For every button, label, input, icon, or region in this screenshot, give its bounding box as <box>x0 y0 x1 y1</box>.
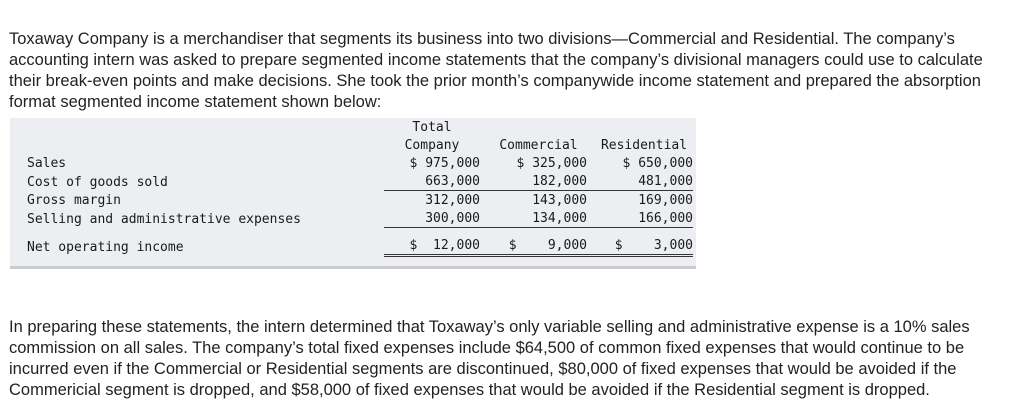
row-label: Net operating income <box>27 239 184 255</box>
segmented-income-statement <box>10 118 696 269</box>
commercial-value: $ 9,000 <box>480 236 587 256</box>
total-value: 300,000 <box>384 209 480 228</box>
residential-value: 481,000 <box>587 172 693 191</box>
commercial-value: $ 325,000 <box>516 156 587 171</box>
header-row-1 <box>10 118 693 136</box>
intro-paragraph: Toxaway Company is a merchandiser that segments its business into two divisions—Commercial and Residential. The company’s accounting intern was asked to prepare segmented income statements that the company’s divisional managers could use to calculate their break-even points and make decisions. She took the prior month’s companywide income statement and prepared the absorption format segmented income statement shown below: <box>9 29 983 112</box>
table-row <box>10 154 693 172</box>
table-row <box>10 191 693 210</box>
table-row <box>10 236 693 256</box>
total-value: 312,000 <box>425 193 480 208</box>
row-label: Sales <box>27 156 67 171</box>
total-value: 663,000 <box>384 172 480 191</box>
header-row-2 <box>10 136 693 154</box>
table-row <box>10 209 693 228</box>
row-label: Selling and administrative expenses <box>27 211 301 227</box>
total-header-line2: Company <box>404 138 460 153</box>
commercial-value: 134,000 <box>480 209 587 228</box>
commercial-value: 143,000 <box>532 193 587 208</box>
commercial-header: Commercial <box>499 138 578 153</box>
residential-value: 169,000 <box>638 193 693 208</box>
table-row <box>10 172 693 191</box>
income-statement-table <box>10 118 693 257</box>
total-header-line1: Total <box>412 120 452 135</box>
residential-value: $ 650,000 <box>622 156 693 171</box>
residential-header: Residential <box>600 138 688 153</box>
commercial-value: 182,000 <box>480 172 587 191</box>
total-value: $ 975,000 <box>409 156 480 171</box>
spacer-row <box>10 228 693 237</box>
followup-paragraph: In preparing these statements, the intern determined that Toxaway’s only variable selling and administrative expense is a 10% sales commission on all sales. The company’s total fixed expenses include $64,500 of common fixed expenses that would continue to be incurred even if the Commercial or Residential segments are discontinued, $80,000 of fixed expenses that would be avoided if the Commericial segment is dropped, and $58,000 of fixed expenses that would be avoided if the Residential segment is dropped. <box>9 317 970 400</box>
row-label: Cost of goods sold <box>27 174 168 190</box>
row-label: Gross margin <box>27 193 121 208</box>
total-value: $ 12,000 <box>384 236 480 256</box>
residential-value: 166,000 <box>587 209 693 228</box>
residential-value: $ 3,000 <box>587 236 693 256</box>
